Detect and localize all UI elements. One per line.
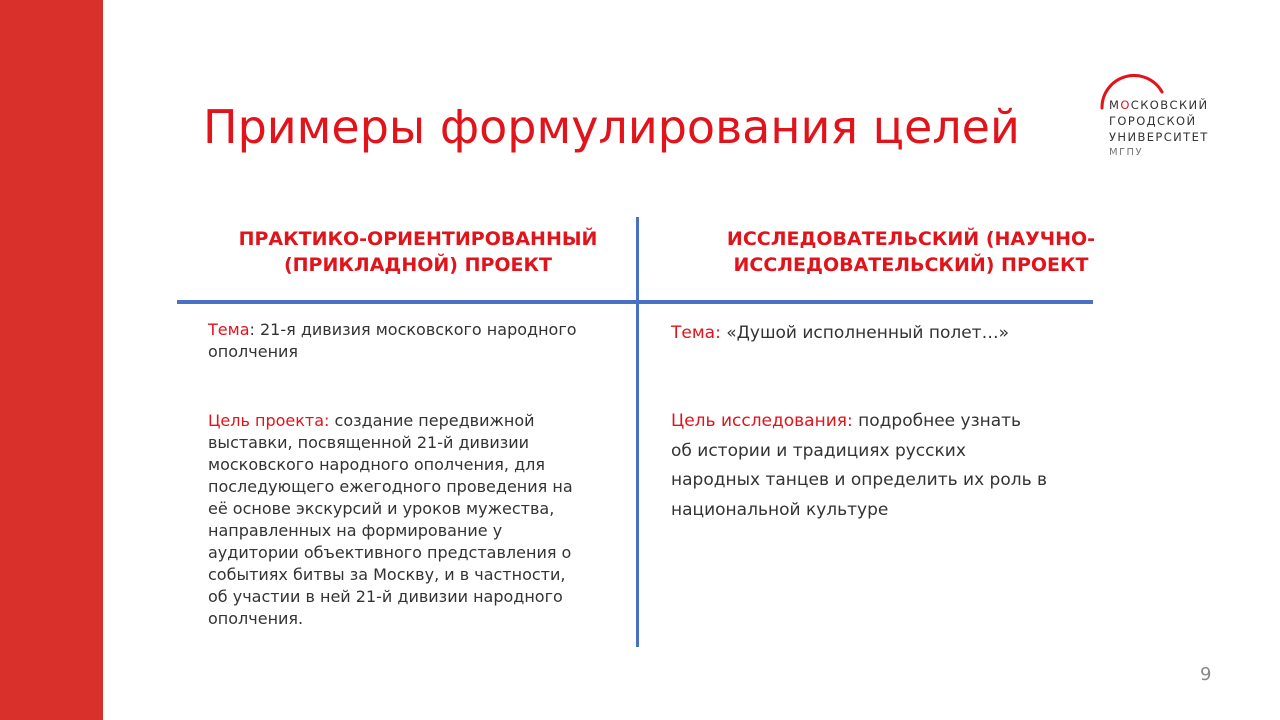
logo-line-3: УНИВЕРСИТЕТ <box>1109 130 1209 144</box>
logo-line-1: МОСКОВСКИЙ <box>1109 98 1209 112</box>
horizontal-divider <box>177 300 1093 304</box>
left-topic-label: Тема <box>208 320 250 339</box>
vertical-divider <box>636 217 639 647</box>
logo-line-4: МГПУ <box>1109 147 1143 158</box>
left-column-heading: ПРАКТИКО-ОРИЕНТИРОВАННЫЙ (ПРИКЛАДНОЙ) ПРОЕКТ <box>238 228 598 276</box>
right-column-heading: ИССЛЕДОВАТЕЛЬСКИЙ (НАУЧНО- ИССЛЕДОВАТЕЛЬСКИЙ) ПРОЕКТ <box>726 228 1096 276</box>
university-logo <box>1090 66 1230 166</box>
left-topic: Тема: 21-я дивизия московского народного ополчения <box>208 320 577 361</box>
right-topic-label: Тема: <box>671 323 721 343</box>
right-topic: Тема: «Душой исполненный полет…» <box>671 323 1009 343</box>
right-goal-label: Цель исследования: <box>671 411 853 431</box>
left-red-bar <box>0 0 103 720</box>
right-goal: Цель исследования: подробнее узнать об истории и традициях русских народных танцев и определить их роль в национальной культуре <box>671 411 1048 520</box>
slide-title: Примеры формулирования целей <box>203 100 1020 154</box>
page-number: 9 <box>1200 664 1212 685</box>
logo-line-2: ГОРОДСКОЙ <box>1109 114 1197 128</box>
left-goal: Цель проекта: создание передвижной выставки, посвященной 21-й дивизии московского народного ополчения, для последующего ежегодного проведения на её основе экскурсий и уроков мужества, направленных на формирование у аудитории объективного представления о событиях битвы за Москву, и в частности, об участии в ней 21-й дивизии народного ополчения. <box>208 411 573 628</box>
left-goal-label: Цель проекта: <box>208 411 330 430</box>
